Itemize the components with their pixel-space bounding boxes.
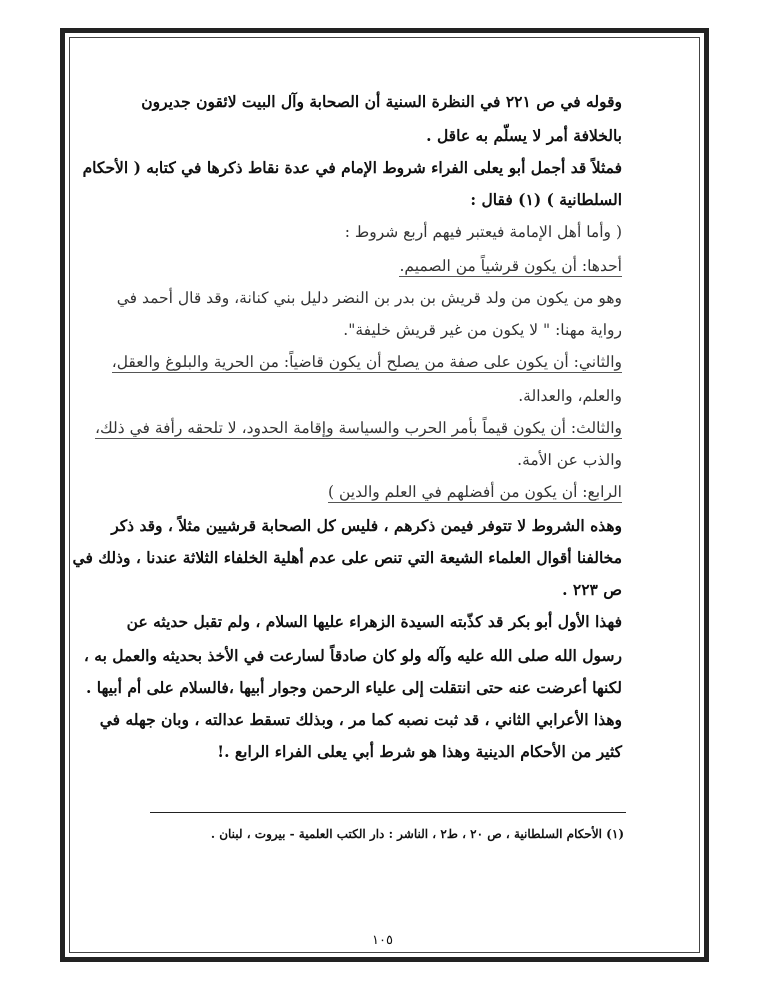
text-line-8: فهذا الأول أبو بكر قد كذّبته السيدة الزهراء عليها السلام ، ولم تقبل حديثه عن [126,612,622,631]
quote-line-5 [111,352,622,372]
quote-line-7 [94,418,622,438]
text-line-5: وهذه الشروط لا تتوفر فيمن ذكرهم ، فليس كل الصحابة قرشيين مثلاً ، وقد ذكر [111,516,622,535]
page-number: ١٠٥ [372,933,393,948]
text-line-4: السلطانية ) (١) فقال : [470,190,622,209]
text-line-12: كثير من الأحكام الدينية وهذا هو شرط أبي يعلى الفراء الرابع .! [217,742,622,761]
quote-line-4: رواية مهنا: " لا يكون من غير قريش خليفة". [343,321,622,339]
condition-second: والثاني: أن يكون على صفة من يصلح أن يكون قاضياً: من الحرية والبلوغ والعقل، [111,353,622,371]
quote-line-2 [148,256,622,276]
condition-third: والثالث: أن يكون قيماً بأمر الحرب والسياسة وإقامة الحدود، لا تلحقه رأفة في ذلك، [94,419,622,437]
text-line-3: فمثلاً قد أجمل أبو يعلى الفراء شروط الإمام في عدة نقاط ذكرها في كتابه ( الأحكام [82,158,622,177]
footnote-separator [150,812,626,813]
quote-line-6: والعلم، والعدالة. [518,387,622,405]
text-line-11: وهذا الأعرابي الثاني ، قد ثبت نصبه كما مر ، وبذلك تسقط عدالته ، وبان جهله في [99,710,622,729]
quote-line-3: وهو من يكون من ولد قريش بن بدر بن النضر دليل بني كنانة، وقد قال أحمد في [116,289,622,307]
text-line-9: رسول الله صلى الله عليه وآله ولو كان صادقاً لسارعت في الأخذ بحديثه والعمل به ، [83,646,622,665]
text-line-6: مخالفنا أقوال العلماء الشيعة التي تنص على عدم أهلية الخلفاء الثلاثة عندنا ، وذلك في [72,548,622,567]
text-line-1: وقوله في ص ٢٢١ في النظرة السنية أن الصحابة وآل البيت لائقون جديرون [141,92,622,111]
text-line-7: ص ٢٢٣ . [562,580,622,599]
condition-fourth: الرابع: أن يكون من أفضلهم في العلم والدين ) [328,483,622,501]
text-line-2: بالخلافة أمر لا يسلّم به عاقل . [426,126,622,145]
quote-line-9 [148,482,622,502]
text-line-10: لكنها أعرضت عنه حتى انتقلت إلى علياء الرحمن وجوار أبيها ،فالسلام على أم أبيها . [85,678,622,697]
footnote: (١) الأحكام السلطانية ، ص ٢٠ ، ط٢ ، الناشر : دار الكتب العلمية - بيروت ، لبنان . [210,827,624,841]
quote-line-8: والذب عن الأمة. [517,451,622,469]
condition-first: أحدها: أن يكون قرشياً من الصميم. [399,257,622,275]
quote-line-1: ( وأما أهل الإمامة فيعتبر فيهم أربع شروط : [344,223,622,241]
